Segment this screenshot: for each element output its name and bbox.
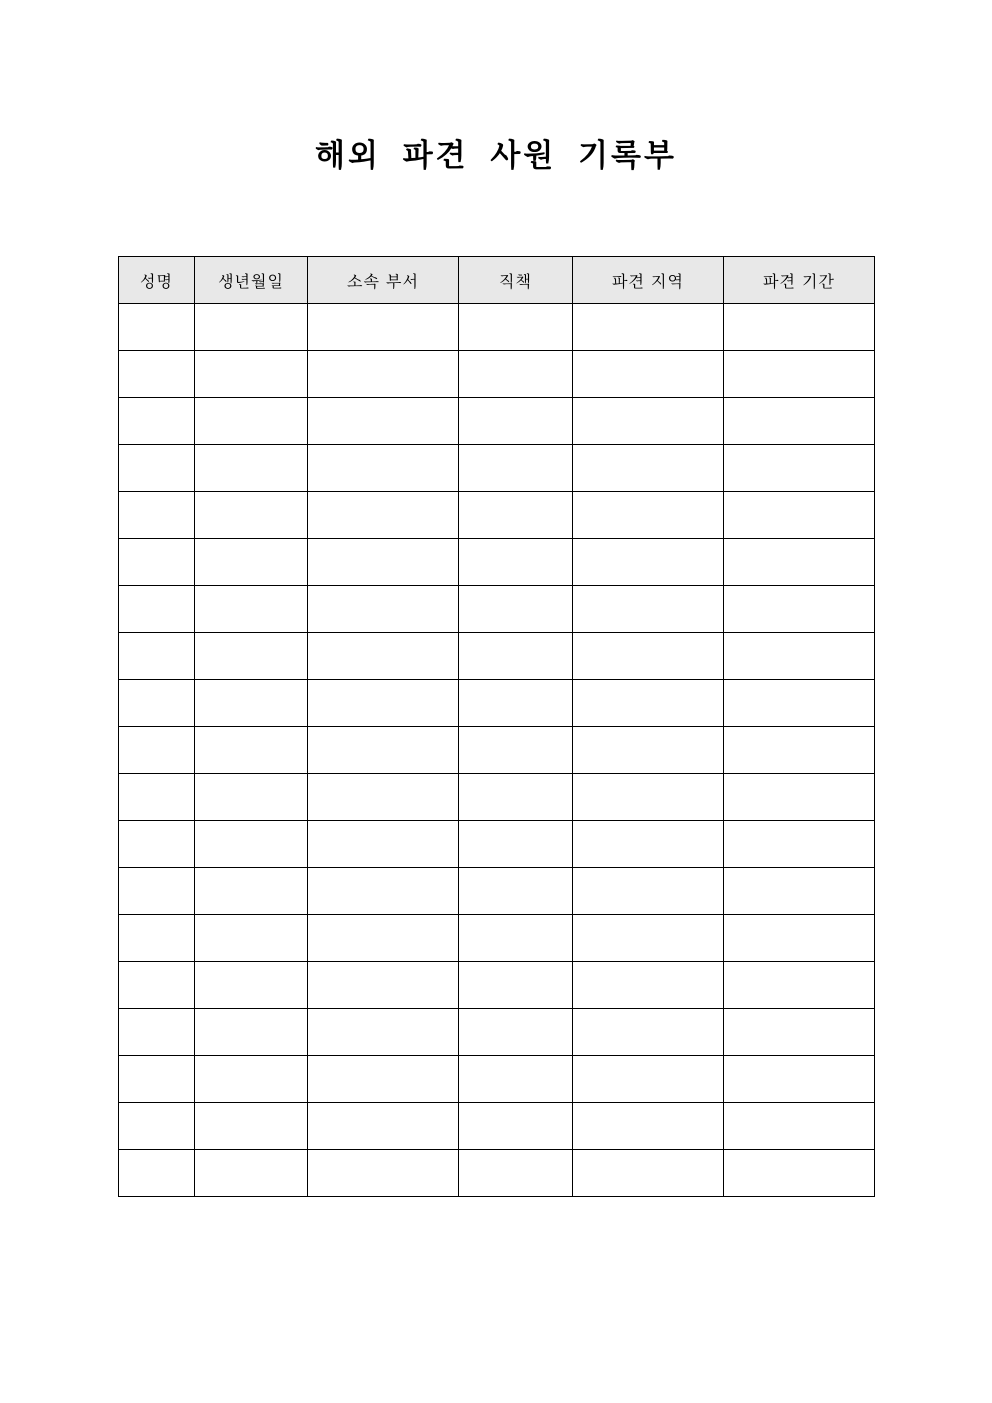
position-cell[interactable] [459,821,573,868]
department-cell[interactable] [308,868,459,915]
dispatch-region-cell[interactable] [573,1103,724,1150]
dispatch-period-cell[interactable] [724,1009,875,1056]
table-row [119,445,875,492]
dispatch-region-cell[interactable] [573,727,724,774]
table-row [119,821,875,868]
name-cell[interactable] [119,727,195,774]
name-cell[interactable] [119,774,195,821]
position-cell[interactable] [459,962,573,1009]
department-cell[interactable] [308,1056,459,1103]
birthdate-cell[interactable] [195,915,308,962]
header-row [119,257,875,304]
dispatch-region-cell[interactable] [573,1056,724,1103]
position-cell[interactable] [459,398,573,445]
column-header-name: 성명 [119,257,195,304]
name-cell[interactable] [119,351,195,398]
birthdate-cell[interactable] [195,445,308,492]
dispatch-region-cell[interactable] [573,304,724,351]
dispatch-region-cell[interactable] [573,774,724,821]
position-cell[interactable] [459,304,573,351]
table-row [119,868,875,915]
dispatch-period-cell[interactable] [724,962,875,1009]
column-header-position: 직책 [459,257,573,304]
birthdate-cell[interactable] [195,633,308,680]
document-title: 해외 파견 사원 기록부 [315,138,677,174]
table-row [119,586,875,633]
dispatch-region-cell[interactable] [573,868,724,915]
name-cell[interactable] [119,868,195,915]
column-header-birthdate: 생년월일 [195,257,308,304]
birthdate-cell[interactable] [195,586,308,633]
department-cell[interactable] [308,1150,459,1197]
birthdate-cell[interactable] [195,680,308,727]
name-cell[interactable] [119,1056,195,1103]
dispatch-region-cell[interactable] [573,680,724,727]
dispatch-region-cell[interactable] [573,539,724,586]
position-cell[interactable] [459,680,573,727]
birthdate-cell[interactable] [195,1103,308,1150]
dispatch-region-cell[interactable] [573,445,724,492]
column-header-dispatch-period: 파견 기간 [724,257,875,304]
position-cell[interactable] [459,351,573,398]
department-cell[interactable] [308,398,459,445]
birthdate-cell[interactable] [195,539,308,586]
position-cell[interactable] [459,445,573,492]
table-row [119,680,875,727]
position-cell[interactable] [459,492,573,539]
department-cell[interactable] [308,351,459,398]
name-cell[interactable] [119,962,195,1009]
position-cell[interactable] [459,1009,573,1056]
table-row [119,915,875,962]
dispatch-period-cell[interactable] [724,445,875,492]
dispatch-period-cell[interactable] [724,1103,875,1150]
dispatch-period-cell[interactable] [724,586,875,633]
name-cell[interactable] [119,304,195,351]
dispatch-period-cell[interactable] [724,1056,875,1103]
position-cell[interactable] [459,1150,573,1197]
department-cell[interactable] [308,445,459,492]
position-cell[interactable] [459,774,573,821]
birthdate-cell[interactable] [195,1056,308,1103]
dispatch-region-cell[interactable] [573,586,724,633]
table-row [119,1103,875,1150]
birthdate-cell[interactable] [195,398,308,445]
name-cell[interactable] [119,1150,195,1197]
dispatch-period-cell[interactable] [724,539,875,586]
dispatch-region-cell[interactable] [573,1150,724,1197]
position-cell[interactable] [459,539,573,586]
table-row [119,962,875,1009]
dispatch-region-cell[interactable] [573,398,724,445]
name-cell[interactable] [119,1103,195,1150]
name-cell[interactable] [119,821,195,868]
column-header-department: 소속 부서 [308,257,459,304]
table-row [119,398,875,445]
dispatch-period-cell[interactable] [724,492,875,539]
birthdate-cell[interactable] [195,962,308,1009]
dispatch-period-cell[interactable] [724,1150,875,1197]
table-row [119,774,875,821]
department-cell[interactable] [308,821,459,868]
position-cell[interactable] [459,915,573,962]
dispatch-region-cell[interactable] [573,633,724,680]
department-cell[interactable] [308,774,459,821]
department-cell[interactable] [308,586,459,633]
department-cell[interactable] [308,304,459,351]
dispatch-period-cell[interactable] [724,398,875,445]
table-row [119,351,875,398]
name-cell[interactable] [119,539,195,586]
table-row [119,492,875,539]
table-row [119,1009,875,1056]
name-cell[interactable] [119,680,195,727]
birthdate-cell[interactable] [195,821,308,868]
department-cell[interactable] [308,915,459,962]
name-cell[interactable] [119,633,195,680]
name-cell[interactable] [119,398,195,445]
table-row [119,727,875,774]
dispatch-period-cell[interactable] [724,868,875,915]
department-cell[interactable] [308,727,459,774]
dispatch-region-cell[interactable] [573,962,724,1009]
dispatch-record-table [118,256,875,1197]
name-cell[interactable] [119,915,195,962]
position-cell[interactable] [459,868,573,915]
birthdate-cell[interactable] [195,1009,308,1056]
position-cell[interactable] [459,1103,573,1150]
column-header-dispatch-region: 파견 지역 [573,257,724,304]
department-cell[interactable] [308,962,459,1009]
dispatch-period-cell[interactable] [724,821,875,868]
name-cell[interactable] [119,586,195,633]
dispatch-period-cell[interactable] [724,304,875,351]
dispatch-period-cell[interactable] [724,774,875,821]
table-row [119,633,875,680]
dispatch-period-cell[interactable] [724,351,875,398]
position-cell[interactable] [459,1056,573,1103]
birthdate-cell[interactable] [195,868,308,915]
dispatch-region-cell[interactable] [573,492,724,539]
birthdate-cell[interactable] [195,492,308,539]
birthdate-cell[interactable] [195,351,308,398]
department-cell[interactable] [308,1009,459,1056]
department-cell[interactable] [308,539,459,586]
table-row [119,1056,875,1103]
dispatch-period-cell[interactable] [724,680,875,727]
name-cell[interactable] [119,492,195,539]
department-cell[interactable] [308,1103,459,1150]
department-cell[interactable] [308,680,459,727]
position-cell[interactable] [459,633,573,680]
position-cell[interactable] [459,586,573,633]
department-cell[interactable] [308,492,459,539]
dispatch-region-cell[interactable] [573,821,724,868]
department-cell[interactable] [308,633,459,680]
dispatch-region-cell[interactable] [573,351,724,398]
birthdate-cell[interactable] [195,1150,308,1197]
name-cell[interactable] [119,445,195,492]
table-row [119,1150,875,1197]
birthdate-cell[interactable] [195,774,308,821]
dispatch-region-cell[interactable] [573,915,724,962]
birthdate-cell[interactable] [195,727,308,774]
dispatch-region-cell[interactable] [573,1009,724,1056]
position-cell[interactable] [459,727,573,774]
birthdate-cell[interactable] [195,304,308,351]
dispatch-period-cell[interactable] [724,633,875,680]
dispatch-period-cell[interactable] [724,915,875,962]
table-row [119,539,875,586]
table-row [119,304,875,351]
dispatch-period-cell[interactable] [724,727,875,774]
name-cell[interactable] [119,1009,195,1056]
table-body [119,304,875,1197]
